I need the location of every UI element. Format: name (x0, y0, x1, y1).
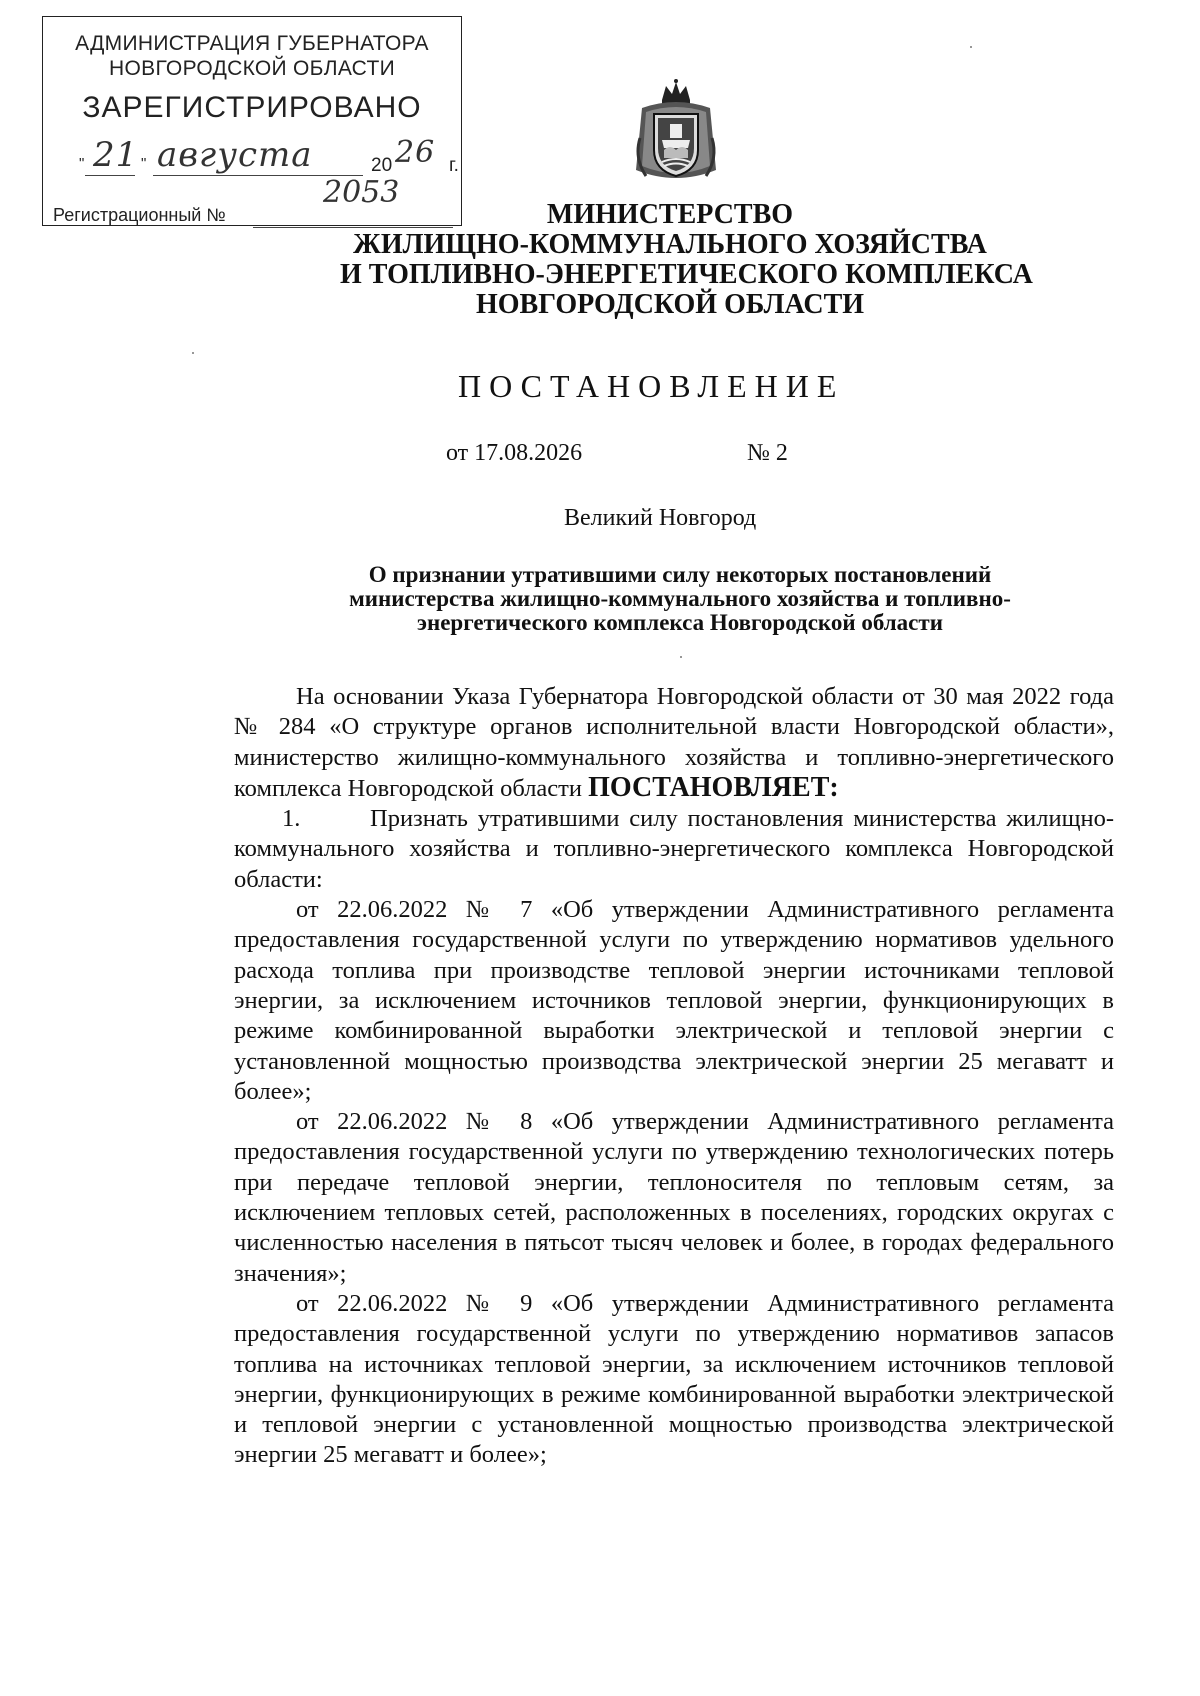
document-subject (280, 563, 1080, 635)
subject-line-3: энергетического комплекса Новгородской области (417, 610, 943, 635)
document-body (234, 682, 1114, 1471)
stamp-org-line-2: НОВГОРОДСКОЙ ОБЛАСТИ (109, 57, 395, 80)
coat-of-arms-icon (632, 78, 720, 188)
ministry-line-1: МИНИСТЕРСТВО (546, 199, 794, 230)
stamp-org-line-1: АДМИНИСТРАЦИЯ ГУБЕРНАТОРА (75, 32, 429, 55)
preamble-paragraph (234, 682, 1114, 804)
scan-speck (192, 352, 194, 354)
ministry-line-3: И ТОПЛИВНО-ЭНЕРГЕТИЧЕСКОГО КОМПЛЕКСА (340, 259, 1033, 290)
stamp-quote-close: " (141, 155, 147, 172)
stamp-organization (43, 31, 461, 81)
item-1-paragraph (234, 804, 1114, 895)
stamp-reg-number: 2053 (323, 175, 400, 210)
subject-line-2: министерства жилищно-коммунального хозяйства и топливно- (349, 586, 1011, 611)
stamp-date-day: 21 (93, 135, 139, 175)
document-date: от 17.08.2026 (446, 440, 583, 466)
item-1-text: Признать утратившими силу постановления министерства жилищно-коммунального хозяйства и топливно-энергетического комплекса Новгородской области: (234, 805, 1114, 893)
document-city: Великий Новгород (564, 505, 757, 531)
stamp-registered-label: ЗАРЕГИСТРИРОВАНО (82, 91, 422, 124)
stamp-day-line (85, 175, 135, 176)
stamp-date-month: августа (157, 135, 313, 175)
registration-stamp (42, 16, 462, 226)
stamp-reg-label: Регистрационный № (53, 205, 226, 225)
sub-item-2: от 22.06.2022 № 8 «Об утверждении Административного регламента предоставления государственной услуги по утверждению технологических потерь при передаче тепловой энергии, теплоносителя по тепловым сетям, за исключением тепловых сетей, расположенных в поселениях, городских округах с численностью населения в пятьсот тысяч человек и более, в городах федерального значения»; (234, 1108, 1114, 1287)
decree-word: ПОСТАНОВЛЯЕТ: (588, 771, 839, 803)
ministry-name (340, 199, 1033, 320)
stamp-quote-open: " (79, 155, 85, 172)
stamp-year-suffix: 26 (395, 135, 436, 170)
sub-item-3: от 22.06.2022 № 9 «Об утверждении Административного регламента предоставления государственной услуги по утверждению нормативов запасов топлива на источниках тепловой энергии, за исключением источников тепловой энергии, функционирующих в режиме комбинированной выработки электрической и тепловой энергии с установленной мощностью производства электрической энергии 25 мегаватт и более»; (234, 1289, 1114, 1469)
sub-item-1: от 22.06.2022 № 7 «Об утверждении Административного регламента предоставления государственной услуги по утверждению нормативов удельного расхода топлива при производстве тепловой энергии источниками тепловой энергии, за исключением источников тепловой энергии, функционирующих в режиме комбинированной выработки электрической и тепловой энергии с установленной мощностью производства электрической энергии 25 мегаватт и более»; (234, 896, 1114, 1105)
stamp-year-unit: г. (449, 155, 459, 176)
document-number: № 2 (747, 440, 788, 466)
scan-speck (680, 656, 682, 658)
ministry-line-4: НОВГОРОДСКОЙ ОБЛАСТИ (475, 289, 865, 320)
scan-speck (970, 46, 972, 48)
ministry-line-2: ЖИЛИЩНО-КОММУНАЛЬНОГО ХОЗЯЙСТВА (353, 229, 987, 260)
document-type: ПОСТАНОВЛЕНИЕ (458, 368, 845, 404)
item-1-number: 1. (282, 805, 301, 833)
coat-of-arms-emblem (632, 78, 720, 188)
preamble-text: На основании Указа Губернатора Новгородской области от 30 мая 2022 года № 284 «О структуре органов исполнительной власти Новгородской области», министерство жилищно-коммунального хозяйства и топливно-энергетического комплекса Новгородской области (234, 683, 1114, 802)
stamp-year-prefix: 20 (371, 155, 393, 176)
subject-line-1: О признании утратившими силу некоторых постановлений (368, 562, 992, 587)
